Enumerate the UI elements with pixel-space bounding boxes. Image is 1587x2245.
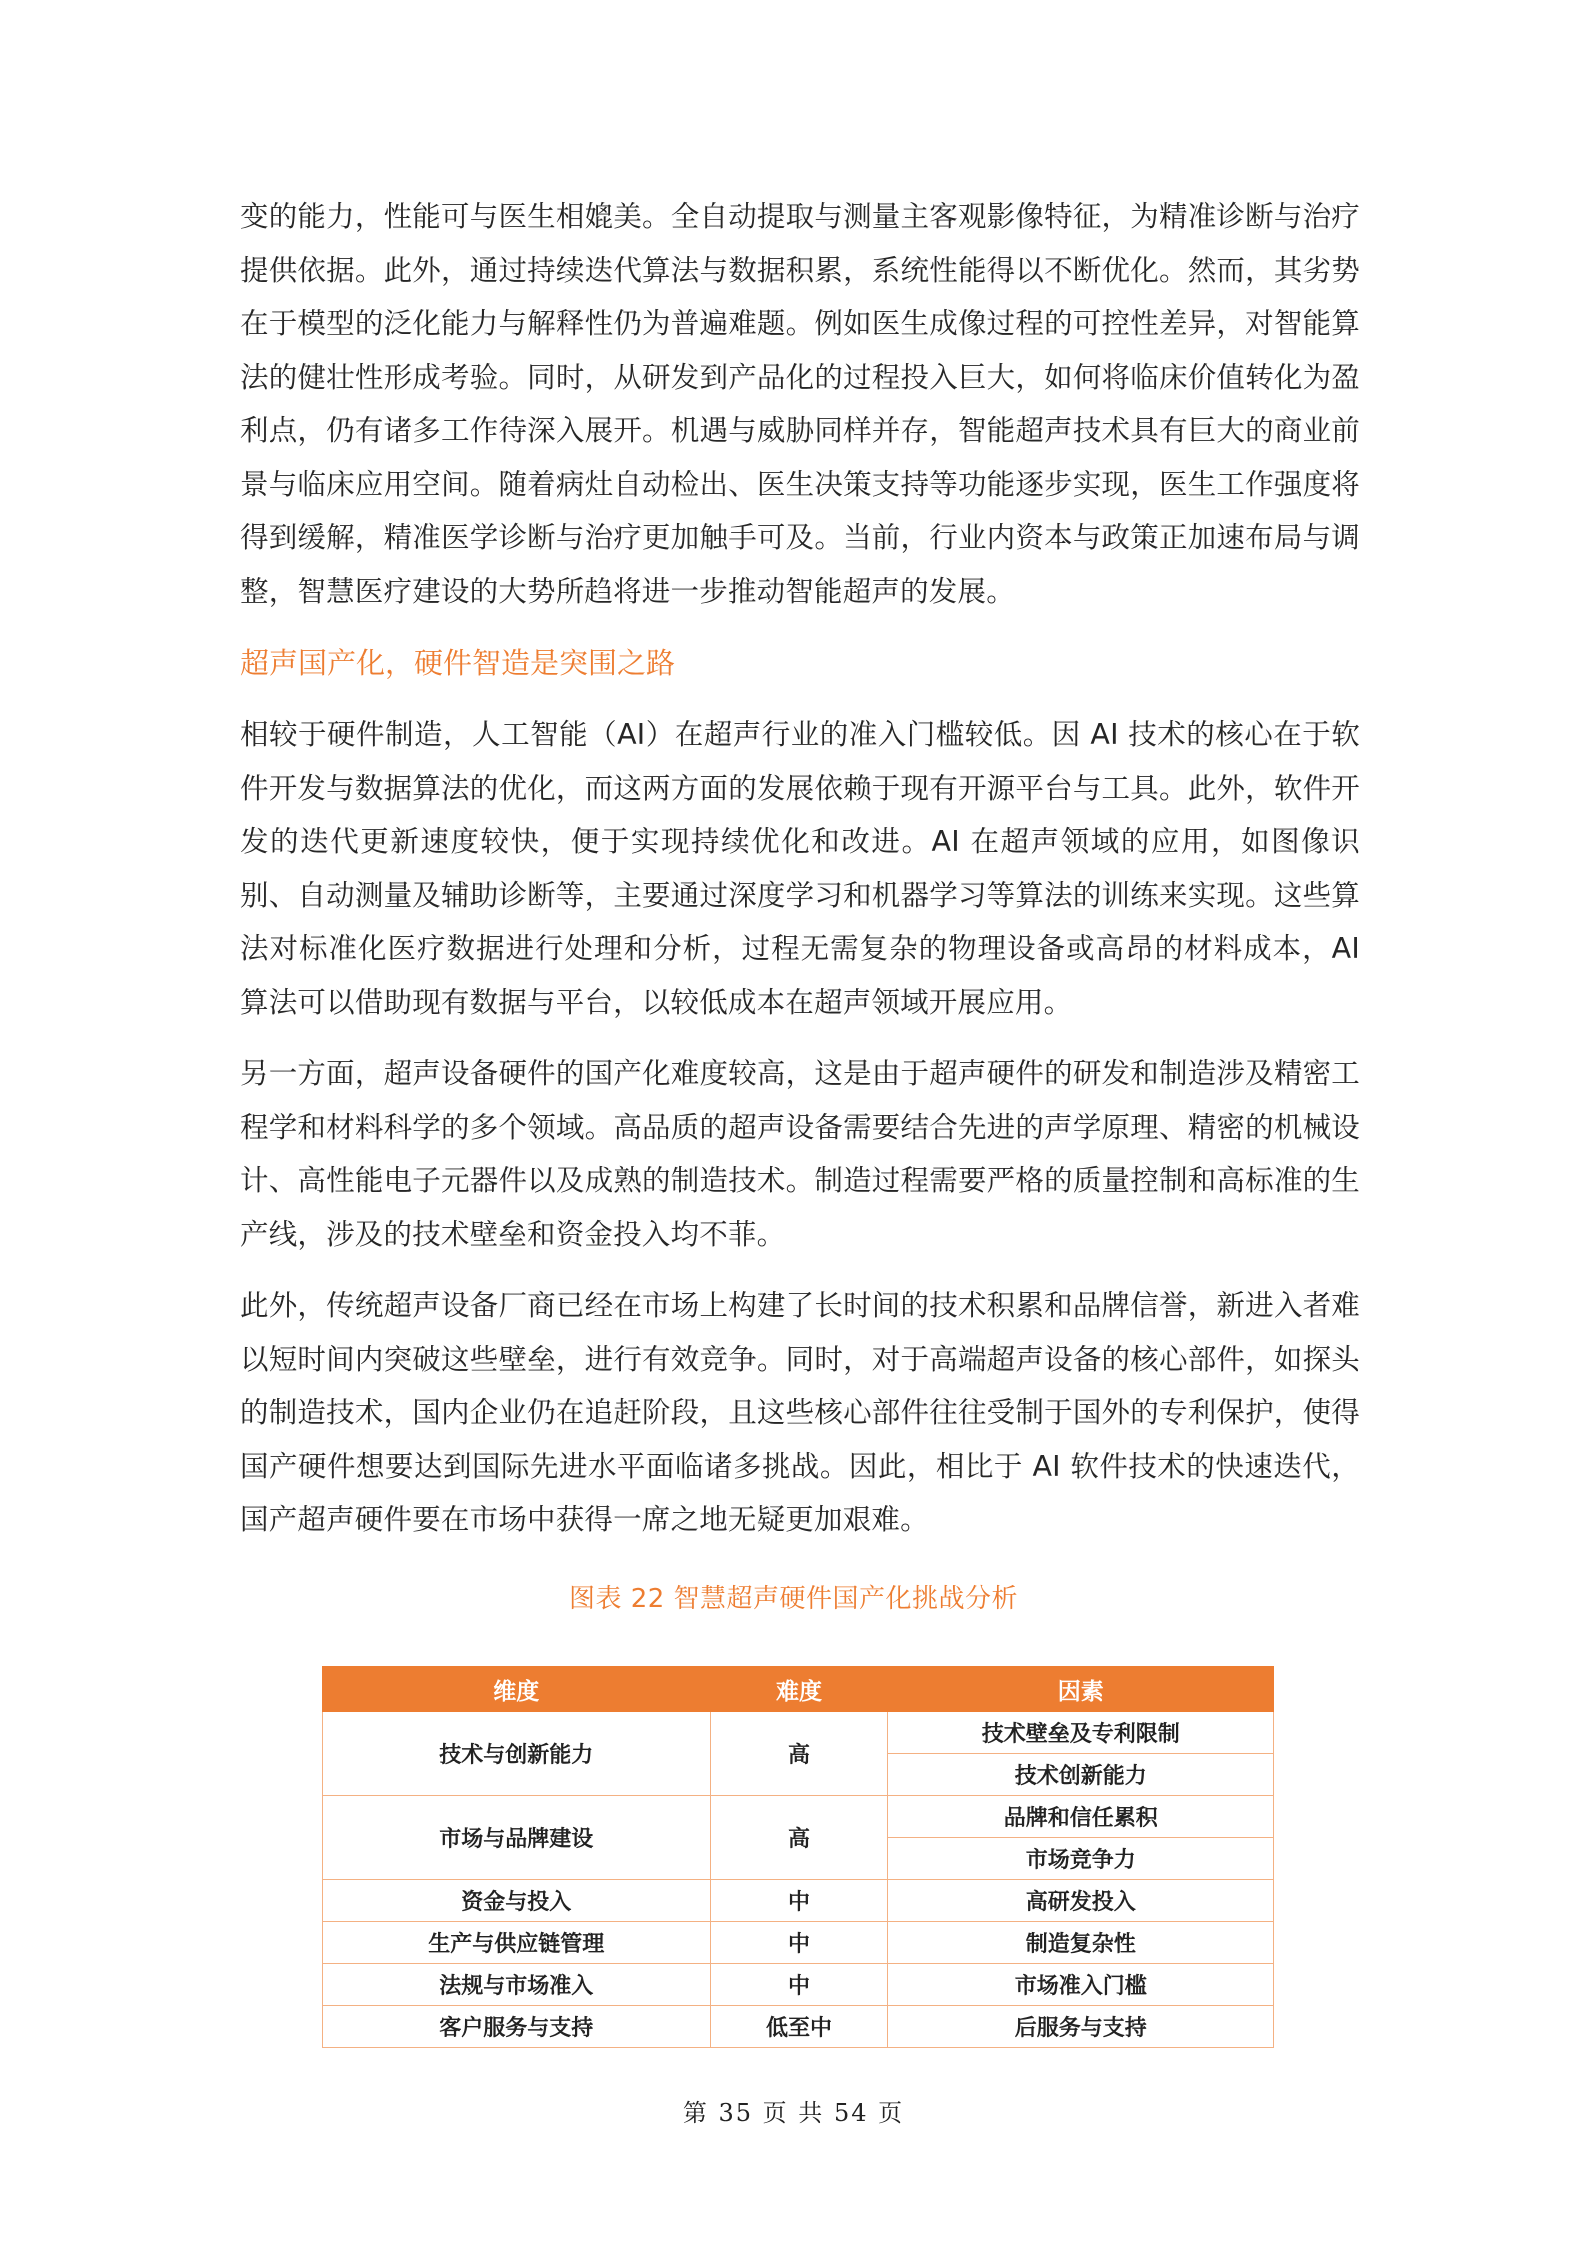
header-factors: 因素 <box>888 1667 1274 1712</box>
cell-factor: 品牌和信任累积 <box>888 1796 1274 1838</box>
footer-suffix: 页 <box>878 2099 905 2127</box>
challenge-table <box>322 1666 1274 2048</box>
footer-mid: 页 共 <box>762 2099 825 2127</box>
paragraph-ai-threshold: 相较于硬件制造，人工智能（AI）在超声行业的准入门槛较低。因 AI 技术的核心在于软件开发与数据算法的优化，而这两方面的发展依赖于现有开源平台与工具。此外，软件开发的迭代更新速度较快，便于实现持续优化和改进。AI 在超声领域的应用，如图像识别、自动测量及辅助诊断等，主要通过深度学习和机器学习等算法的训练来实现。这些算法对标准化医疗数据进行处理和分析，过程无需复杂的物理设备或高昂的材料成本，AI 算法可以借助现有数据与平台，以较低成本在超声领域开展应用。 <box>240 718 1360 1019</box>
cell-difficulty: 低至中 <box>710 2006 888 2048</box>
cell-dimension: 法规与市场准入 <box>323 1964 711 2006</box>
footer-prefix: 第 <box>682 2099 709 2127</box>
section-heading: 超声国产化，硬件智造是突围之路 <box>240 646 676 680</box>
cell-dimension: 客户服务与支持 <box>323 2006 711 2048</box>
table-row <box>323 1964 1274 2006</box>
cell-factor: 制造复杂性 <box>888 1922 1274 1964</box>
table-header-row <box>323 1667 1274 1712</box>
cell-factor: 技术壁垒及专利限制 <box>888 1712 1274 1754</box>
cell-difficulty: 中 <box>710 1880 888 1922</box>
paragraph-intro: 变的能力，性能可与医生相媲美。全自动提取与测量主客观影像特征，为精准诊断与治疗提供依据。此外，通过持续迭代算法与数据积累，系统性能得以不断优化。然而，其劣势在于模型的泛化能力与解释性仍为普遍难题。例如医生成像过程的可控性差异，对智能算法的健壮性形成考验。同时，从研发到产品化的过程投入巨大，如何将临床价值转化为盈利点，仍有诸多工作待深入展开。机遇与威胁同样并存，智能超声技术具有巨大的商业前景与临床应用空间。随着病灶自动检出、医生决策支持等功能逐步实现，医生工作强度将得到缓解，精准医学诊断与治疗更加触手可及。当前，行业内资本与政策正加速布局与调整，智慧医疗建设的大势所趋将进一步推动智能超声的发展。 <box>240 200 1360 608</box>
cell-factor: 市场准入门槛 <box>888 1964 1274 2006</box>
paragraph-hardware-difficulty: 另一方面，超声设备硬件的国产化难度较高，这是由于超声硬件的研发和制造涉及精密工程学和材料科学的多个领域。高品质的超声设备需要结合先进的声学原理、精密的机械设计、高性能电子元器件以及成熟的制造技术。制造过程需要严格的质量控制和高标准的生产线，涉及的技术壁垒和资金投入均不菲。 <box>240 1057 1360 1251</box>
cell-dimension: 生产与供应链管理 <box>323 1922 711 1964</box>
cell-difficulty: 高 <box>710 1796 888 1880</box>
table-row <box>323 1796 1274 1838</box>
header-difficulty: 难度 <box>710 1667 888 1712</box>
cell-dimension: 技术与创新能力 <box>323 1712 711 1796</box>
page-total: 54 <box>833 2099 869 2127</box>
main-content <box>240 190 1360 1565</box>
cell-difficulty: 高 <box>710 1712 888 1796</box>
page-number: 35 <box>718 2099 754 2127</box>
table-caption: 图表 22 智慧超声硬件国产化挑战分析 <box>568 1584 1019 1614</box>
cell-factor: 后服务与支持 <box>888 2006 1274 2048</box>
cell-difficulty: 中 <box>710 1964 888 2006</box>
cell-difficulty: 中 <box>710 1922 888 1964</box>
cell-factor: 市场竞争力 <box>888 1838 1274 1880</box>
table-row <box>323 1922 1274 1964</box>
table-row <box>323 1880 1274 1922</box>
table-row <box>323 1712 1274 1754</box>
table-row <box>323 2006 1274 2048</box>
cell-dimension: 资金与投入 <box>323 1880 711 1922</box>
paragraph-competition: 此外，传统超声设备厂商已经在市场上构建了长时间的技术积累和品牌信誉，新进入者难以短时间内突破这些壁垒，进行有效竞争。同时，对于高端超声设备的核心部件，如探头的制造技术，国内企业仍在追赶阶段，且这些核心部件往往受制于国外的专利保护，使得国产硬件想要达到国际先进水平面临诸多挑战。因此，相比于 AI 软件技术的快速迭代，国产超声硬件要在市场中获得一席之地无疑更加艰难。 <box>240 1289 1360 1536</box>
cell-factor: 技术创新能力 <box>888 1754 1274 1796</box>
header-dimension: 维度 <box>323 1667 711 1712</box>
cell-factor: 高研发投入 <box>888 1880 1274 1922</box>
page-footer <box>0 2093 1587 2128</box>
cell-dimension: 市场与品牌建设 <box>323 1796 711 1880</box>
